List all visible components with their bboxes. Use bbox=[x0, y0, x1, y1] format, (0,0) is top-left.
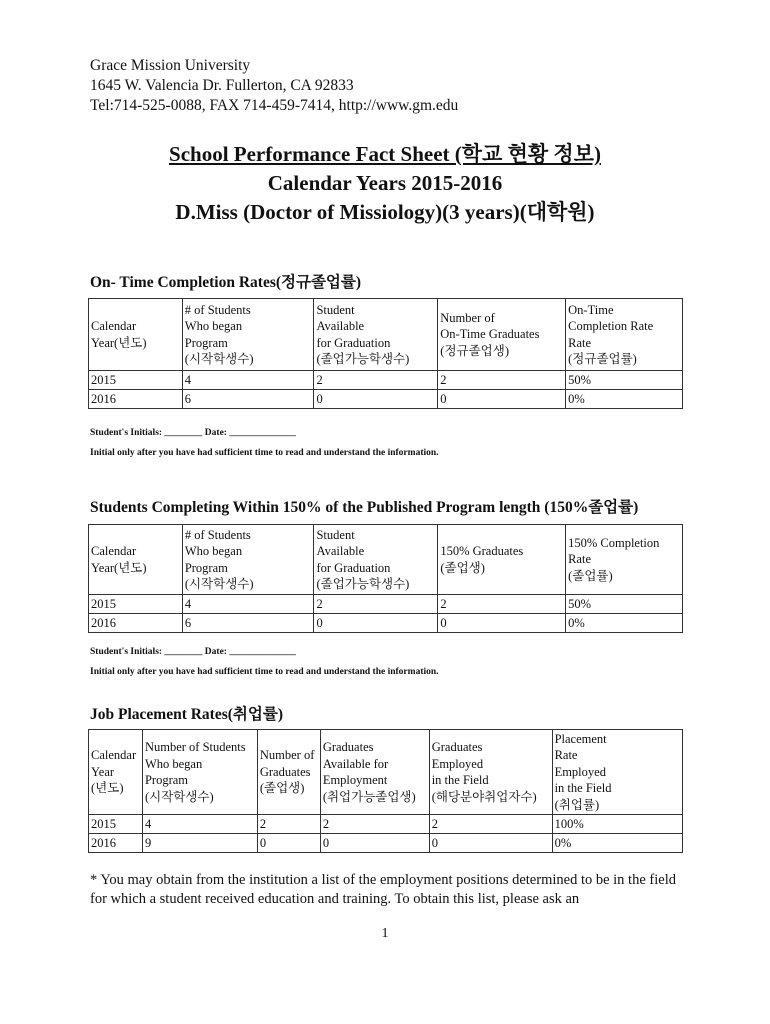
header-line: (졸업률) bbox=[568, 568, 613, 583]
header-line: for Graduation bbox=[316, 560, 391, 575]
header-line: (졸업생) bbox=[440, 560, 485, 575]
header-line: (정규졸업생) bbox=[440, 343, 509, 358]
header-line: Program bbox=[184, 335, 228, 350]
table-cell: 9 bbox=[142, 834, 257, 853]
header-line: Number of Students bbox=[144, 740, 246, 754]
header-line: 150% Completion bbox=[568, 535, 660, 550]
header-cell bbox=[566, 525, 683, 595]
header-line: Who began bbox=[184, 319, 243, 333]
header-line: Completion Rate bbox=[568, 319, 654, 333]
completion-150-table bbox=[88, 524, 683, 633]
table-cell: 2016 bbox=[89, 834, 143, 853]
header-line: Who began bbox=[184, 544, 243, 558]
document-titles bbox=[0, 140, 770, 227]
table-cell: 0 bbox=[314, 614, 438, 633]
table-cell: 50% bbox=[566, 371, 683, 390]
header-line: in the Field bbox=[431, 773, 489, 787]
page-number: 1 bbox=[381, 926, 389, 941]
header-line: Calendar bbox=[91, 544, 137, 558]
header-line: Program bbox=[144, 773, 189, 787]
table-cell: 4 bbox=[182, 595, 314, 614]
header-line: (시작학생수) bbox=[184, 577, 254, 591]
header-line: Rate bbox=[568, 335, 592, 350]
table-cell: 0% bbox=[566, 614, 683, 633]
table-cell: 0 bbox=[438, 614, 566, 633]
header-cell bbox=[438, 525, 566, 595]
table-cell: 0 bbox=[429, 834, 552, 853]
table-row bbox=[89, 815, 683, 834]
header-line: # of Students bbox=[184, 527, 251, 542]
header-line: Year(년도) bbox=[91, 560, 147, 575]
header-line: Who began bbox=[144, 756, 203, 771]
table-cell: 0% bbox=[566, 390, 683, 409]
student-initials-line: Student's Initials: ________ Date: ______________ bbox=[90, 428, 296, 438]
header-cell bbox=[142, 730, 257, 815]
table-row bbox=[89, 834, 683, 853]
initials-notice: Initial only after you have had sufficient time to read and understand the information. bbox=[90, 667, 439, 677]
header-cell bbox=[182, 525, 314, 595]
header-cell bbox=[314, 525, 438, 595]
on-time-completion-table bbox=[88, 298, 683, 409]
table-cell: 0% bbox=[552, 834, 682, 853]
header-line: Available bbox=[316, 544, 365, 558]
footnote: * You may obtain from the institution a list of the employment positions determined to be in the field for which a student received education and training. To obtain this list, please ask an bbox=[90, 872, 676, 907]
table-row bbox=[89, 614, 683, 633]
header-line: Employment bbox=[322, 773, 388, 787]
student-initials-line: Student's Initials: ________ Date: ______________ bbox=[90, 647, 296, 657]
header-line: (졸업가능학생수) bbox=[316, 577, 410, 591]
header-line: Number of bbox=[440, 310, 495, 325]
header-line: (년도) bbox=[91, 781, 124, 796]
table-row bbox=[89, 390, 683, 409]
header-line: (해당분야취업자수) bbox=[431, 789, 537, 804]
header-line: On-Time bbox=[568, 302, 614, 317]
table-cell: 2 bbox=[320, 815, 429, 834]
table-cell: 2 bbox=[314, 595, 438, 614]
table-cell: 2 bbox=[429, 815, 552, 834]
institution-address: 1645 W. Valencia Dr. Fullerton, CA 92833 bbox=[90, 77, 354, 94]
header-line: Rate bbox=[568, 552, 592, 567]
header-line: 150% Graduates bbox=[440, 544, 524, 558]
header-line: Employed bbox=[554, 764, 606, 779]
header-line: Student bbox=[316, 527, 355, 542]
header-cell bbox=[429, 730, 552, 815]
header-cell bbox=[257, 730, 320, 815]
header-line: Graduates bbox=[431, 740, 483, 754]
header-line: Available bbox=[316, 319, 365, 333]
header-line: Student bbox=[316, 302, 355, 317]
table-header-row bbox=[89, 525, 683, 595]
initials-notice: Initial only after you have had sufficient time to read and understand the information. bbox=[90, 448, 439, 458]
calendar-years-title: Calendar Years 2015-2016 bbox=[267, 171, 503, 195]
header-line: Calendar bbox=[91, 748, 137, 763]
header-cell bbox=[89, 730, 143, 815]
job-placement-table bbox=[88, 729, 683, 853]
table-cell: 6 bbox=[182, 390, 314, 409]
header-line: (정규졸업률) bbox=[568, 352, 637, 366]
header-cell bbox=[89, 525, 183, 595]
header-line: (시작학생수) bbox=[184, 352, 254, 366]
table-cell: 2015 bbox=[89, 815, 143, 834]
table-cell: 0 bbox=[438, 390, 566, 409]
table-header-row bbox=[89, 299, 683, 371]
header-line: Year bbox=[91, 764, 115, 779]
header-line: (취업가능졸업생) bbox=[322, 789, 416, 804]
table-cell: 0 bbox=[257, 834, 320, 853]
header-line: (취업률) bbox=[554, 797, 600, 812]
header-line: # of Students bbox=[184, 302, 251, 317]
header-cell bbox=[314, 299, 438, 371]
table-cell: 4 bbox=[142, 815, 257, 834]
program-title: D.Miss (Doctor of Missiology)(3 years)(대학원) bbox=[175, 200, 595, 224]
table-cell: 0 bbox=[320, 834, 429, 853]
header-cell bbox=[320, 730, 429, 815]
table-cell: 100% bbox=[552, 815, 682, 834]
header-cell bbox=[182, 299, 314, 371]
table-cell: 2016 bbox=[89, 614, 183, 633]
header-line: On-Time Graduates bbox=[440, 327, 540, 342]
institution-contact: Tel:714-525-0088, FAX 714-459-7414, http://www.gm.edu bbox=[90, 97, 459, 114]
header-cell bbox=[552, 730, 682, 815]
table-cell: 2 bbox=[257, 815, 320, 834]
institution-name: Grace Mission University bbox=[90, 57, 251, 74]
header-line: Graduates bbox=[322, 740, 374, 754]
header-line: (졸업가능학생수) bbox=[316, 352, 410, 366]
table-cell: 2 bbox=[438, 595, 566, 614]
table-cell: 4 bbox=[182, 371, 314, 390]
header-line: Placement bbox=[554, 731, 607, 746]
institution-header bbox=[90, 56, 458, 116]
header-line: Year(년도) bbox=[91, 335, 147, 350]
table-cell: 50% bbox=[566, 595, 683, 614]
document-title: School Performance Fact Sheet (학교 현황 정보) bbox=[169, 142, 601, 166]
table-row bbox=[89, 371, 683, 390]
table-cell: 2015 bbox=[89, 595, 183, 614]
table-cell: 0 bbox=[314, 390, 438, 409]
header-cell bbox=[566, 299, 683, 371]
header-line: Program bbox=[184, 560, 228, 575]
header-cell bbox=[438, 299, 566, 371]
table-header-row bbox=[89, 730, 683, 815]
header-cell bbox=[89, 299, 183, 371]
table-cell: 2015 bbox=[89, 371, 183, 390]
table-row bbox=[89, 595, 683, 614]
table-cell: 2016 bbox=[89, 390, 183, 409]
section-heading-on-time-completion: On- Time Completion Rates(정규졸업률) bbox=[90, 274, 362, 291]
section-heading-job-placement: Job Placement Rates(취업률) bbox=[90, 706, 283, 723]
header-line: (시작학생수) bbox=[144, 789, 214, 804]
table-cell: 2 bbox=[438, 371, 566, 390]
header-line: in the Field bbox=[554, 781, 612, 796]
header-line: Employed bbox=[431, 756, 484, 771]
header-line: Number of bbox=[259, 748, 315, 763]
header-line: Calendar bbox=[91, 319, 137, 333]
header-line: Graduates bbox=[259, 764, 311, 779]
section-heading-150-completion: Students Completing Within 150% of the Published Program length (150%졸업률) bbox=[90, 499, 639, 516]
header-line: for Graduation bbox=[316, 335, 391, 350]
header-line: Available for bbox=[322, 756, 389, 771]
header-line: (졸업생) bbox=[259, 781, 305, 796]
table-cell: 6 bbox=[182, 614, 314, 633]
table-cell: 2 bbox=[314, 371, 438, 390]
header-line: Rate bbox=[554, 748, 578, 763]
